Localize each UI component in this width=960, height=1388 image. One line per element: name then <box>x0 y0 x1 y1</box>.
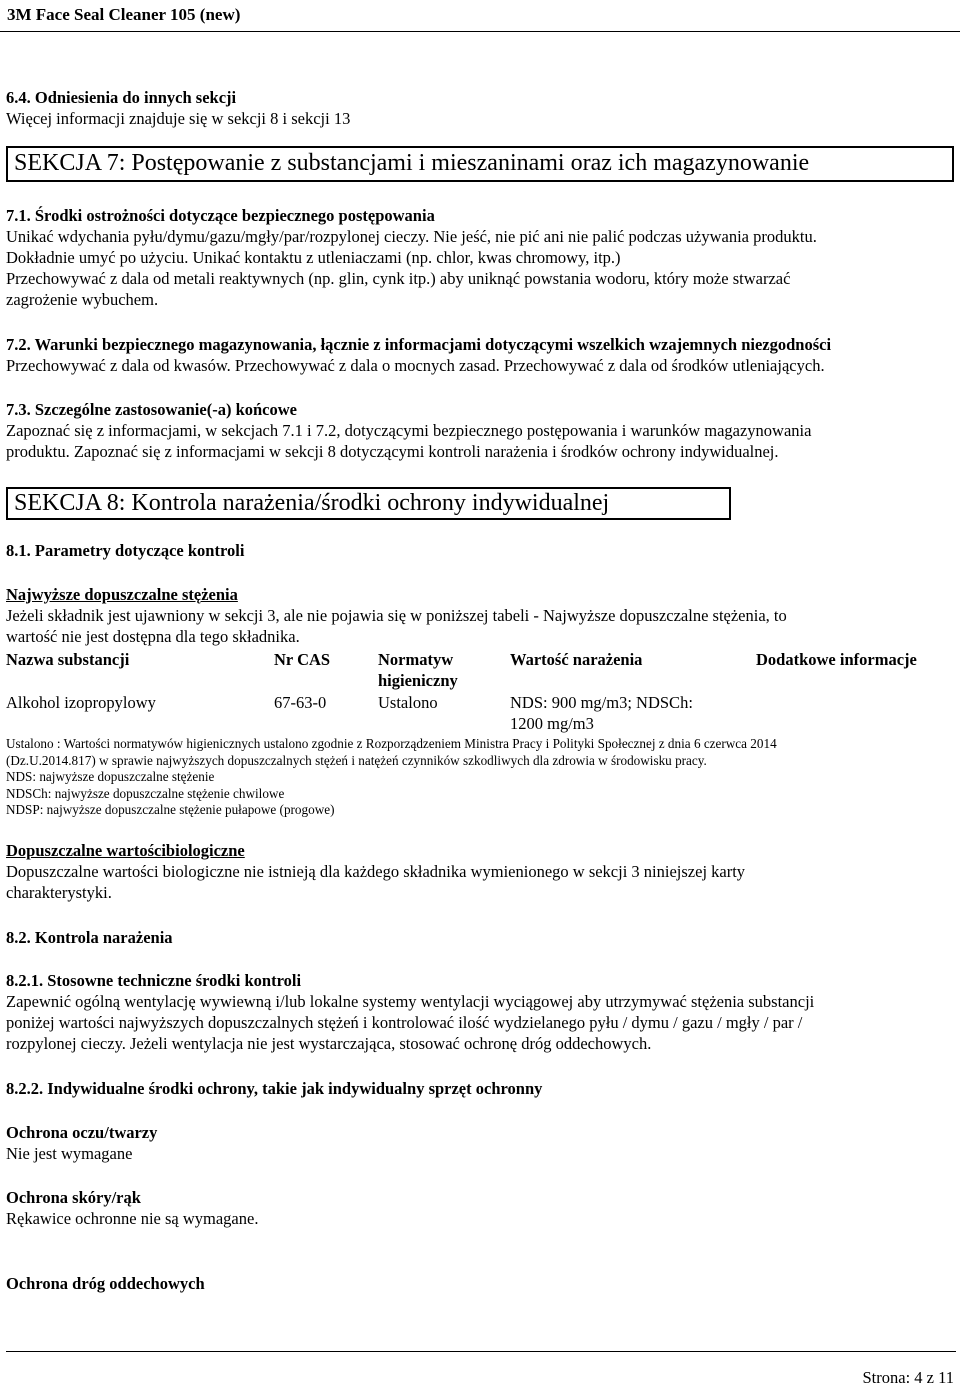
table-header-cell: Dodatkowe informacje <box>756 650 917 669</box>
note-line: Ustalono : Wartości normatywów higienicznych ustalono zgodnie z Rozporządzeniem Ministra Pracy i Polityki Społecznej z dnia 6 czerwca 2014 <box>6 736 777 751</box>
section-7-3-line: produktu. Zapoznać się z informacjami w sekcji 8 dotyczącymi kontroli narażenia i środków ochrony indywidualnej. <box>6 442 779 461</box>
section-8-2-title: 8.2. Kontrola narażenia <box>6 928 173 947</box>
eye-protection-text: Nie jest wymagane <box>6 1144 133 1163</box>
section-6-4-title: 6.4. Odniesienia do innych sekcji <box>6 88 237 107</box>
biological-limits-line: Dopuszczalne wartości biologiczne nie istnieją dla każdego składnika wymienionego w sekcji 3 niniejszej karty <box>6 862 746 881</box>
note-line: NDSCh: najwyższe dopuszczalne stężenie chwilowe <box>6 785 285 801</box>
section-8-1-body <box>6 584 948 647</box>
section-7-2 <box>6 334 948 376</box>
table-notes <box>6 736 948 819</box>
eye-protection <box>6 1122 948 1164</box>
skin-protection-text: Rękawice ochronne nie są wymagane. <box>6 1209 259 1228</box>
section-8-2-2-title: 8.2.2. Indywidualne środki ochrony, takie jak indywidualny sprzęt ochronny <box>6 1079 543 1098</box>
biological-limits-line: charakterystyki. <box>6 883 112 902</box>
section-8-2-1-line: poniżej wartości najwyższych dopuszczalnych stężeń i kontrolować ilość wydzielanego pyłu / dymu / gazu / mgły / par / <box>6 1013 803 1032</box>
section-6-4 <box>6 87 948 129</box>
section-8-2 <box>6 927 948 948</box>
section-6-4-text: Więcej informacji znajduje się w sekcji 8 i sekcji 13 <box>6 109 351 128</box>
table-header-cell: Nazwa substancji <box>6 650 130 669</box>
section-7-1-line: Unikać wdychania pyłu/dymu/gazu/mgły/par/rozpylonej cieczy. Nie jeść, nie pić ani nie palić podczas używania produktu. <box>6 227 817 246</box>
table-cell <box>756 691 946 734</box>
table-row <box>6 691 946 734</box>
section-8-2-2 <box>6 1078 948 1099</box>
section-7-1-line: zagrożenie wybuchem. <box>6 290 159 309</box>
table-header-cell: Normatyw higieniczny <box>378 650 458 690</box>
respiratory-protection-title: Ochrona dróg oddechowych <box>6 1274 205 1293</box>
section-7-2-text: Przechowywać z dala od kwasów. Przechowywać z dala o mocnych zasad. Przechowywać z dala od środków utleniających. <box>6 356 825 375</box>
table-header-row <box>6 649 946 691</box>
section-7-3-title: 7.3. Szczególne zastosowanie(-a) końcowe <box>6 400 297 419</box>
section-7-1-line: Przechowywać z dala od metali reaktywnych (np. glin, cynk itp.) aby uniknąć powstania wodoru, który może stwarzać <box>6 269 791 288</box>
footer-divider <box>6 1351 956 1352</box>
biological-limits-title: Dopuszczalne wartościbiologiczne <box>6 841 245 860</box>
section-7-1-title: 7.1. Środki ostrożności dotyczące bezpiecznego postępowania <box>6 206 435 225</box>
skin-protection <box>6 1187 948 1229</box>
table-header-cell: Wartość narażenia <box>510 650 643 669</box>
section-7-2-title: 7.2. Warunki bezpiecznego magazynowania, łącznie z informacjami dotyczącymi wszelkich wzajemnych niezgodności <box>6 335 832 354</box>
table-cell: NDS: 900 mg/m3; NDSCh: 1200 mg/m3 <box>510 693 693 733</box>
document-title: 3M Face Seal Cleaner 105 (new) <box>7 5 241 24</box>
biological-limits <box>6 840 948 903</box>
table-header-cell: Nr CAS <box>274 650 331 669</box>
section-7-header <box>6 146 954 182</box>
eye-protection-title: Ochrona oczu/twarzy <box>6 1123 158 1142</box>
note-line: NDS: najwyższe dopuszczalne stężenie <box>6 769 215 784</box>
note-line: (Dz.U.2014.817) w sprawie najwyższych dopuszczalnych stężeń i natężeń czynników szkodliwych dla zdrowia w środowisku pracy. <box>6 752 707 768</box>
section-8-1-line: Jeżeli składnik jest ujawniony w sekcji 3, ale nie pojawia się w poniższej tabeli - Najwyższe dopuszczalne stężenia, to <box>6 606 787 625</box>
page-header <box>0 0 960 32</box>
section-8-2-1-title: 8.2.1. Stosowne techniczne środki kontroli <box>6 971 302 990</box>
page-number: Strona: 4 z 11 <box>862 1368 954 1387</box>
section-8-title: SEKCJA 8: Kontrola narażenia/środki ochrony indywidualnej <box>14 490 610 516</box>
respiratory-protection <box>6 1273 948 1294</box>
section-8-2-1-line: rozpylonej cieczy. Jeżeli wentylacja nie jest wystarczająca, stosować ochronę dróg oddechowych. <box>6 1034 652 1053</box>
section-8-1-line: wartość nie jest dostępna dla tego składnika. <box>6 627 300 646</box>
section-8-2-1-line: Zapewnić ogólną wentylację wywiewną i/lub lokalne systemy wentylacji wyciągowej aby utrzymywać stężenia substancji <box>6 992 815 1011</box>
note-line: NDSP: najwyższe dopuszczalne stężenie pułapowe (progowe) <box>6 802 335 817</box>
table-cell: 67-63-0 <box>274 693 327 712</box>
section-8-2-1 <box>6 970 948 1054</box>
exposure-limits-table <box>6 649 946 734</box>
section-7-1-line: Dokładnie umyć po użyciu. Unikać kontaktu z utleniaczami (np. chlor, kwas chromowy, itp.) <box>6 248 621 267</box>
section-7-title: SEKCJA 7: Postępowanie z substancjami i mieszaninami oraz ich magazynowanie <box>14 150 810 176</box>
section-7-1 <box>6 205 948 310</box>
section-7-3-line: Zapoznać się z informacjami, w sekcjach 7.1 i 7.2, dotyczącymi bezpiecznego postępowania i warunków magazynowania <box>6 421 812 440</box>
table-cell: Ustalono <box>378 693 438 712</box>
section-8-1-subtitle: Najwyższe dopuszczalne stężenia <box>6 585 238 604</box>
section-8-1 <box>6 540 948 561</box>
section-7-3 <box>6 399 948 462</box>
skin-protection-title: Ochrona skóry/rąk <box>6 1188 141 1207</box>
section-8-1-title: 8.1. Parametry dotyczące kontroli <box>6 541 245 560</box>
section-8-header <box>6 487 731 520</box>
table-cell: Alkohol izopropylowy <box>6 693 156 712</box>
